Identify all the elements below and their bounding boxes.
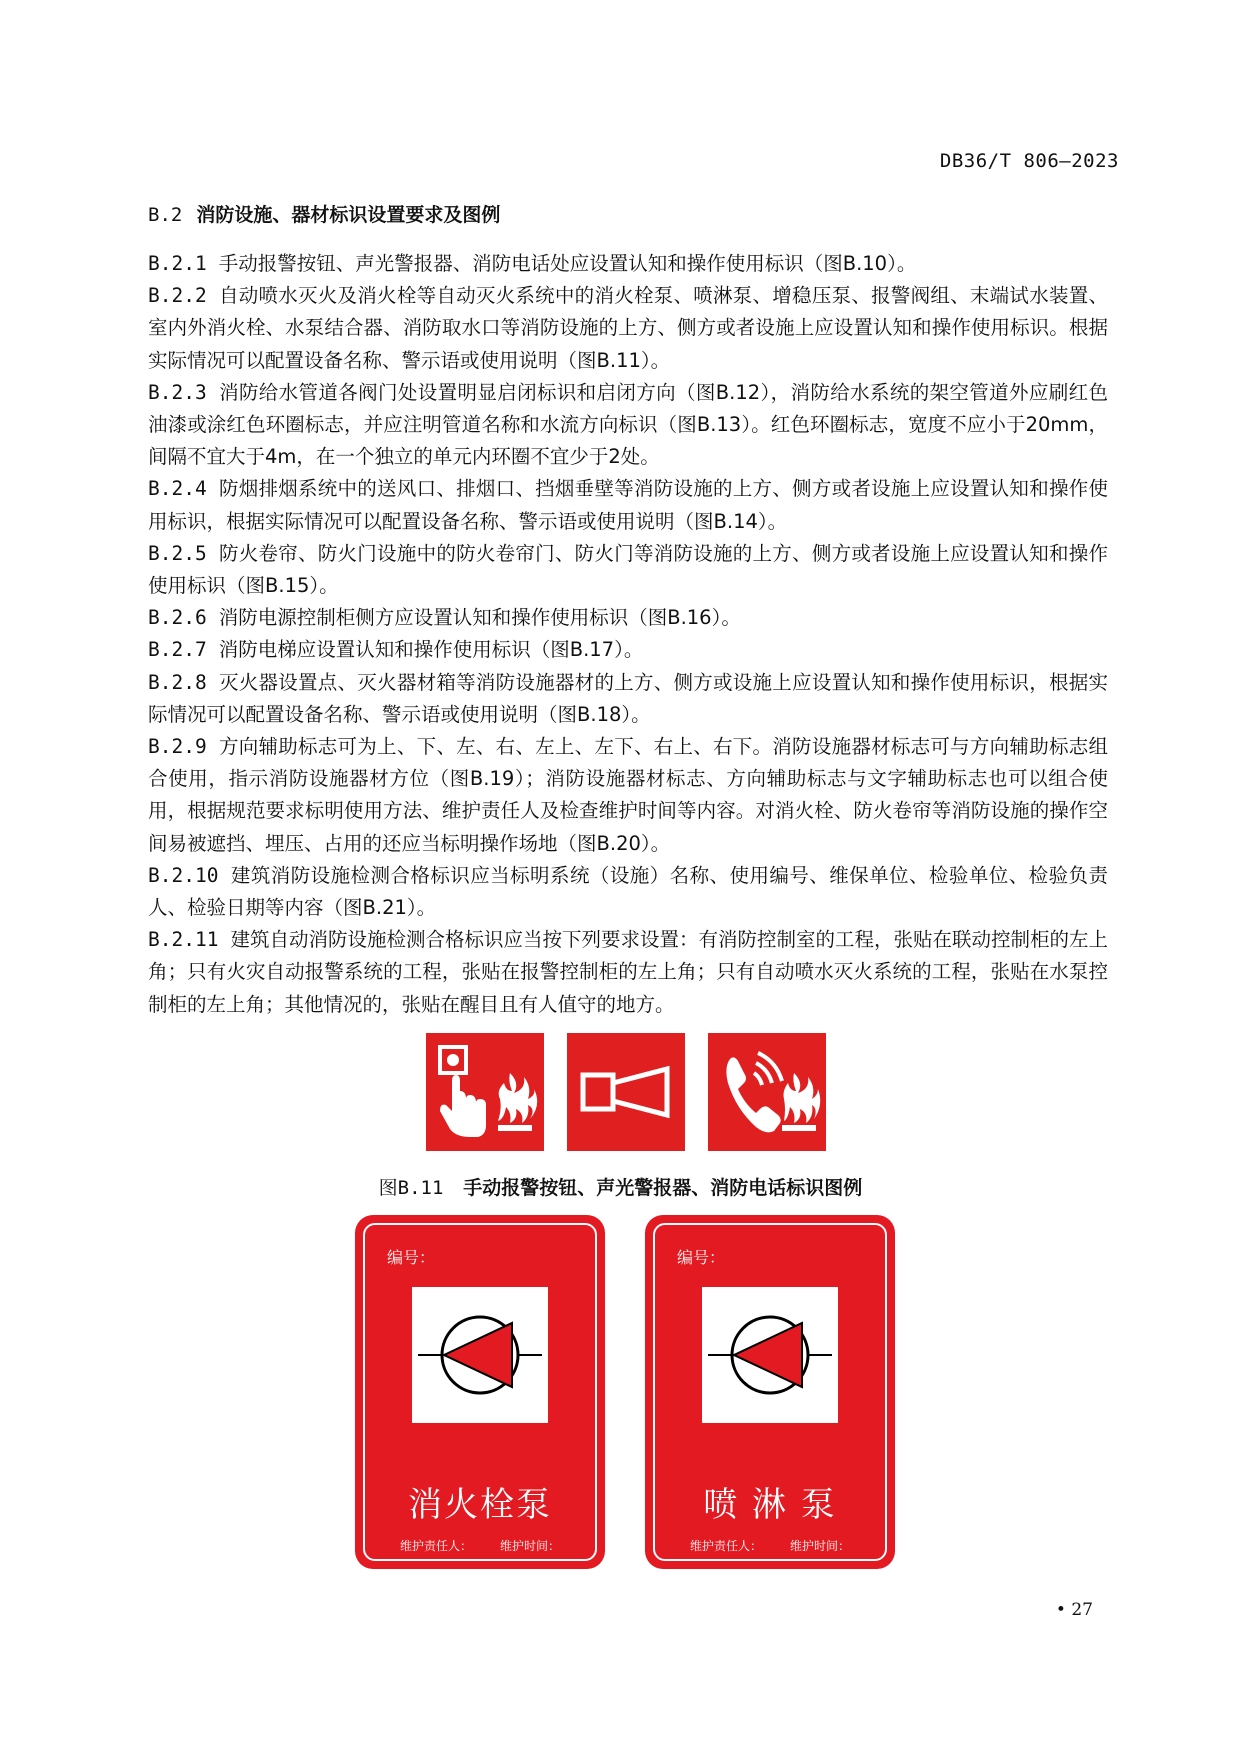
section-title-text: 消防设施、器材标识设置要求及图例 [196, 204, 501, 226]
paragraph-number: B.2.5 [148, 541, 207, 565]
document-code: DB36/T 806—2023 [939, 150, 1119, 172]
paragraph-number: B.2.8 [148, 670, 207, 694]
paragraph-text: 建筑自动消防设施检测合格标识应当按下列要求设置：有消防控制室的工程，张贴在联动控制柜的左上角；只有火灾自动报警系统的工程，张贴在报警控制柜的左上角；只有自动喷水灭火系统的工程，张贴在水泵控制柜的左上角；其他情况的，张贴在醒目且有人值守的地方。 [148, 928, 1108, 1016]
paragraph-text: 消防电梯应设置认知和操作使用标识（图B.17）。 [218, 638, 644, 662]
manual-alarm-button-icon [426, 1033, 544, 1151]
page-number: • 27 [1055, 1600, 1093, 1620]
paragraph-b25 [148, 538, 1108, 602]
figure-number: 图B.11 [378, 1177, 444, 1199]
paragraph-b210 [148, 860, 1108, 924]
board-footer [645, 1537, 895, 1554]
section-number: B.2 [148, 204, 183, 226]
paragraph-text: 方向辅助标志可为上、下、左、右、左上、左下、右上、右下。消防设施器材标志可与方向辅助标志组合使用，指示消防设施器材方位（图B.19）；消防设施器材标志、方向辅助标志与文字辅助标志也可以组合使用，根据规范要求标明使用方法、维护责任人及检查维护时间等内容。对消火栓、防火卷帘等消防设施的操作空间易被遮挡、埋压、占用的还应当标明操作场地（图B.20）。 [148, 735, 1108, 855]
alarm-horn-icon [567, 1033, 685, 1151]
paragraph-text: 灭火器设置点、灭火器材箱等消防设施器材的上方、侧方或设施上应设置认知和操作使用标识，根据实际情况可以配置设备名称、警示语或使用说明（图B.18）。 [148, 670, 1108, 726]
paragraph-text: 防烟排烟系统中的送风口、排烟口、挡烟垂壁等消防设施的上方、侧方或者设施上应设置认知和操作使用标识，根据实际情况可以配置设备名称、警示语或使用说明（图B.14）。 [148, 477, 1108, 533]
paragraph-number: B.2.6 [148, 606, 207, 630]
paragraph-number: B.2.4 [148, 477, 207, 501]
sprinkler-pump-sign-board [645, 1215, 895, 1569]
board-equipment-name: 喷 淋 泵 [703, 1485, 837, 1525]
fire-telephone-icon [708, 1033, 826, 1151]
figure-caption-text: 手动报警按钮、声光警报器、消防电话标识图例 [463, 1177, 863, 1199]
hydrant-pump-sign-board [355, 1215, 605, 1569]
pump-symbol-icon [702, 1287, 838, 1423]
board-number-label: 编号： [677, 1248, 726, 1267]
paragraph-number: B.2.10 [148, 863, 219, 887]
paragraph-b27 [148, 634, 1108, 666]
paragraph-number: B.2.3 [148, 380, 207, 404]
paragraph-b29 [148, 731, 1108, 860]
figure-caption [0, 1173, 1241, 1200]
section-title [148, 200, 500, 227]
paragraph-number: B.2.9 [148, 735, 207, 759]
paragraph-b22 [148, 280, 1108, 377]
paragraph-text: 手动报警按钮、声光警报器、消防电话处应设置认知和操作使用标识（图B.10）。 [218, 252, 917, 275]
board-number-label: 编号： [387, 1248, 436, 1267]
paragraph-b211 [148, 924, 1108, 1021]
board-time-label: 维护时间： [790, 1539, 851, 1553]
board-equipment-name: 消火栓泵 [408, 1485, 552, 1525]
paragraph-b28 [148, 667, 1108, 731]
paragraph-text: 消防电源控制柜侧方应设置认知和操作使用标识（图B.16）。 [218, 606, 741, 630]
board-time-label: 维护时间： [500, 1539, 561, 1553]
board-responsible-label: 维护责任人： [689, 1539, 762, 1553]
paragraph-number: B.2.7 [148, 638, 207, 662]
pump-symbol-icon [412, 1287, 548, 1423]
paragraph-b26 [148, 602, 1108, 634]
paragraph-b23 [148, 377, 1108, 474]
paragraph-text: 建筑消防设施检测合格标识应当标明系统（设施）名称、使用编号、维保单位、检验单位、检验负责人、检验日期等内容（图B.21）。 [148, 863, 1108, 920]
paragraph-text: 自动喷水灭火及消火栓等自动灭火系统中的消火栓泵、喷淋泵、增稳压泵、报警阀组、末端试水装置、室内外消火栓、水泵结合器、消防取水口等消防设施的上方、侧方或者设施上应设置认知和操作使用标识。根据实际情况可以配置设备名称、警示语或使用说明（图B.11）。 [148, 284, 1108, 372]
paragraph-b21 [148, 248, 1108, 280]
board-responsible-label: 维护责任人： [399, 1539, 472, 1553]
paragraph-text: 防火卷帘、防火门设施中的防火卷帘门、防火门等消防设施的上方、侧方或者设施上应设置认知和操作使用标识（图B.15）。 [148, 541, 1108, 598]
paragraph-b24 [148, 473, 1108, 537]
paragraph-number: B.2.2 [148, 284, 207, 308]
board-footer [355, 1537, 605, 1554]
fire-alarm-sign-row [426, 1033, 826, 1151]
paragraph-number: B.2.1 [148, 252, 207, 275]
paragraph-number: B.2.11 [148, 928, 219, 952]
body-text [148, 248, 1108, 1021]
paragraph-text: 消防给水管道各阀门处设置明显启闭标识和启闭方向（图B.12），消防给水系统的架空管道外应刷红色油漆或涂红色环圈标志，并应注明管道名称和水流方向标识（图B.13）。红色环圈标志，宽度不应小于20mm，间隔不宜大于4m，在一个独立的单元内环圈不宜少于2处。 [148, 380, 1108, 469]
